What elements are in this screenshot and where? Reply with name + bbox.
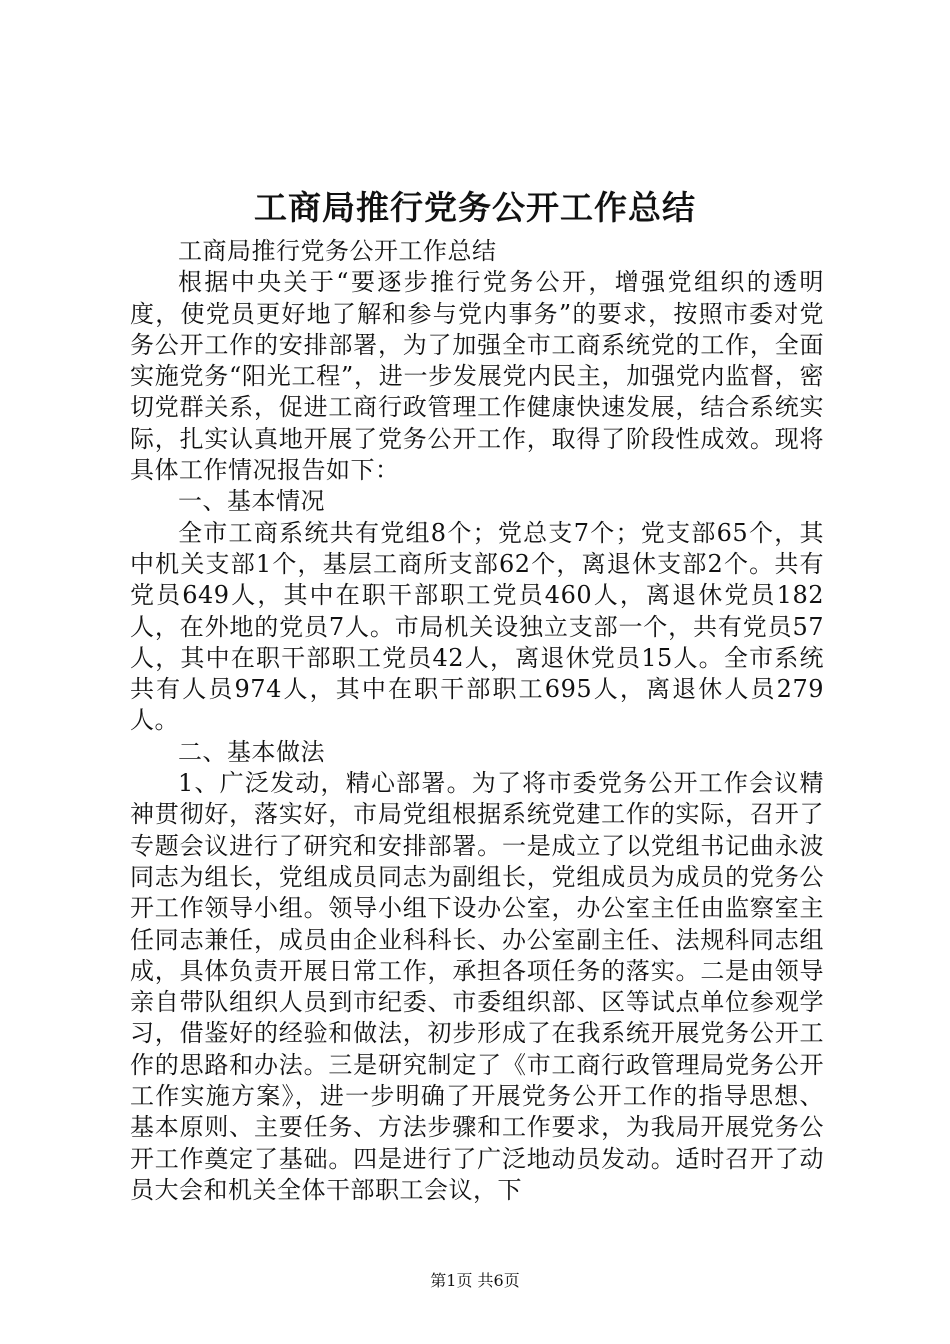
paragraph-practice-1: 1、广泛发动，精心部署。为了将市委党务公开工作会议精神贯彻好，落实好，市局党组根据系统党建工作的实际，召开了专题会议进行了研究和安排部署。一是成立了以党组书记曲永波同志为组长，党组成员同志为副组长，党组成员为成员的党务公开工作领导小组。领导小组下设办公室，办公室主任由监察室主任同志兼任，成员由企业科科长、办公室副主任、法规科同志组成，具体负责开展日常工作，承担各项任务的落实。二是由领导亲自带队组织人员到市纪委、市委组织部、区等试点单位参观学习，借鉴好的经验和做法，初步形成了在我系统开展党务公开工作的思路和办法。三是研究制定了《市工商行政管理局党务公开工作实施方案》，进一步明确了开展党务公开工作的指导思想、基本原则、主要任务、方法步骤和工作要求，为我局开展党务公开工作奠定了基础。四是进行了广泛地动员发动。适时召开了动员大会和机关全体干部职工会议，下 bbox=[130, 769, 824, 1204]
paragraph-basic-situation: 全市工商系统共有党组8个；党总支7个；党支部65个，其中机关支部1个，基层工商所支部62个，离退休支部2个。共有党员649人，其中在职干部职工党员460人，离退休党员182人，在外地的党员7人。市局机关设独立支部一个，共有党员57人，其中在职干部职工党员42人，离退休党员15人。全市系统共有人员974人，其中在职干部职工695人，离退休人员279人。 bbox=[130, 518, 824, 735]
paragraph-intro: 根据中央关于“要逐步推行党务公开，增强党组织的透明度，使党员更好地了解和参与党内事务”的要求，按照市委对党务公开工作的安排部署，为了加强全市工商系统党的工作，全面实施党务“阳光工程”，进一步发展党内民主，加强党内监督，密切党群关系，促进工商行政管理工作健康快速发展，结合系统实际，扎实认真地开展了党务公开工作，取得了阶段性成效。现将具体工作情况报告如下： bbox=[130, 268, 824, 485]
page-number-footer: 第1页 共6页 bbox=[430, 1271, 520, 1290]
document-title: 工商局推行党务公开工作总结 bbox=[254, 188, 696, 227]
document-body bbox=[130, 236, 824, 1206]
section-heading-basic-practices: 二、基本做法 bbox=[178, 737, 325, 766]
paragraph-subtitle: 工商局推行党务公开工作总结 bbox=[178, 237, 497, 265]
section-heading-basic-situation: 一、基本情况 bbox=[178, 487, 325, 516]
